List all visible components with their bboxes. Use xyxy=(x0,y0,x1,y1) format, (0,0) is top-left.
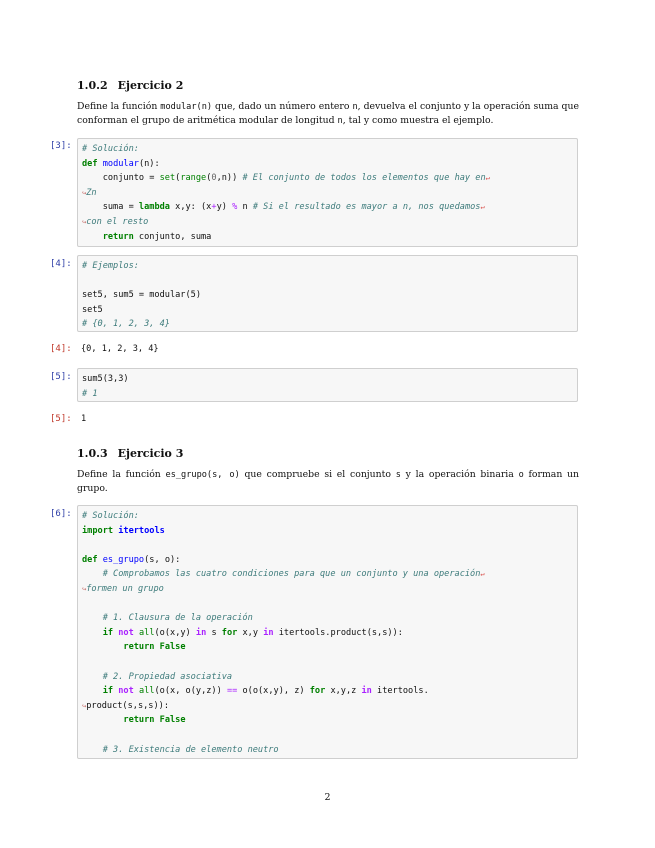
input-prompt: [3]: xyxy=(50,141,72,151)
output-prompt: [4]: xyxy=(50,344,72,354)
text: que, dado un número entero xyxy=(212,101,353,112)
code-line: if not all(o(x,y) in s for x,y in itertools.product(s,s)): xyxy=(102,627,403,638)
code-line: if not all(o(x, o(y,z)) == o(o(x,y), z) for x,y,z in itertools. xyxy=(102,686,429,697)
inline-code: s xyxy=(395,470,401,480)
text: Define la función xyxy=(77,469,166,480)
text: , tal y como muestra el ejemplo. xyxy=(342,115,494,126)
code-line: ↪Zn xyxy=(82,187,97,198)
input-prompt: [5]: xyxy=(50,372,72,382)
code-line xyxy=(82,655,573,670)
code-line: return False xyxy=(123,715,186,726)
text: que compruebe si el conjunto xyxy=(239,469,396,480)
section-number: 1.0.2 xyxy=(77,79,108,92)
code-line: # 1. Clausura de la operación xyxy=(82,613,253,624)
code-line: set5 xyxy=(82,304,103,315)
code-cell[interactable] xyxy=(77,505,578,759)
inline-code: es_grupo(s, o) xyxy=(165,470,240,480)
code-cell[interactable] xyxy=(77,368,578,402)
text: , devuelva el conjunto y la operación suma que conforman el grupo de aritmética modular de longitud xyxy=(77,101,579,126)
code-line: # Ejemplos: xyxy=(82,261,139,271)
code-line xyxy=(82,597,573,612)
section-title: Ejercicio 3 xyxy=(117,447,184,460)
code-line: ↪formen un grupo xyxy=(82,583,164,594)
code-cell[interactable] xyxy=(77,255,578,332)
exercise-description xyxy=(77,468,579,496)
code-line: # 1 xyxy=(82,388,98,399)
output-text: {0, 1, 2, 3, 4} xyxy=(81,344,159,354)
code-line: # {0, 1, 2, 3, 4} xyxy=(82,319,170,330)
code-line: conjunto = set(range(0,n)) # El conjunto de todos los elementos que hay en↵ xyxy=(82,173,490,184)
code-line: # 2. Propiedad asociativa xyxy=(82,671,233,682)
code-line: return conjunto, suma xyxy=(102,231,212,242)
code-line: def modular(n): xyxy=(82,158,160,169)
page-number: 2 xyxy=(324,792,331,803)
code-line: # Comprobamos las cuatro condiciones para que un conjunto y una operación↵ xyxy=(102,569,485,580)
code-line: # Solución: xyxy=(82,511,139,521)
code-line: # 3. Existencia de elemento neutro xyxy=(82,744,279,755)
code-line: import itertools xyxy=(82,525,165,536)
text: Define la función xyxy=(77,101,161,112)
output-prompt: [5]: xyxy=(50,414,72,424)
exercise-description xyxy=(77,100,579,128)
code-line: # Solución: xyxy=(82,144,139,154)
inline-code: o xyxy=(518,470,524,480)
code-cell[interactable] xyxy=(77,138,578,247)
output-text: 1 xyxy=(81,414,87,424)
input-prompt: [6]: xyxy=(50,509,72,519)
code-line: sum5(3,3) xyxy=(82,374,129,384)
section-title: Ejercicio 2 xyxy=(117,79,184,92)
section-number: 1.0.3 xyxy=(77,447,108,460)
code-line: return False xyxy=(123,642,186,653)
code-line xyxy=(82,274,573,289)
code-line: ↪con el resto xyxy=(82,216,149,227)
inline-code: modular(n) xyxy=(160,102,213,112)
code-line: def es_grupo(s, o): xyxy=(82,554,181,565)
code-line: suma = lambda x,y: (x+y) % n # Si el resultado es mayor a n, nos quedamos↵ xyxy=(82,202,485,213)
code-line xyxy=(82,728,573,743)
text: y la operación binaria xyxy=(400,469,519,480)
input-prompt: [4]: xyxy=(50,259,72,269)
inline-code: n xyxy=(352,102,358,112)
section-heading xyxy=(77,447,183,460)
code-line xyxy=(82,538,573,553)
code-line: set5, sum5 = modular(5) xyxy=(82,290,201,301)
inline-code: n xyxy=(337,116,343,126)
code-line: ↪product(s,s,s)): xyxy=(82,700,170,711)
section-heading xyxy=(77,79,183,92)
text: forman un grupo. xyxy=(77,469,580,494)
